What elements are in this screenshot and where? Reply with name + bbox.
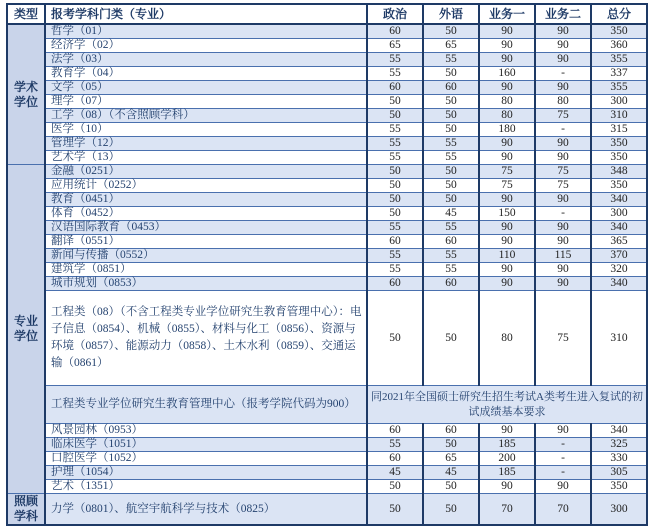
score-cell: 50 bbox=[423, 109, 479, 123]
score-cell: 90 bbox=[535, 193, 591, 207]
score-cell: - bbox=[535, 123, 591, 137]
subject-cell: 教育（0451） bbox=[45, 193, 367, 207]
score-cell: 90 bbox=[479, 39, 535, 53]
score-cell: 60 bbox=[367, 277, 423, 291]
score-cell: 80 bbox=[479, 109, 535, 123]
score-cell: - bbox=[535, 67, 591, 81]
subject-cell: 法学（03） bbox=[45, 53, 367, 67]
score-cell: 355 bbox=[591, 53, 647, 67]
subject-cell: 应用统计（0252） bbox=[45, 179, 367, 193]
subject-cell: 建筑学（0851） bbox=[45, 263, 367, 277]
table-row bbox=[7, 235, 647, 249]
score-cell: 60 bbox=[367, 235, 423, 249]
score-cell: 350 bbox=[591, 151, 647, 165]
subject-cell: 新闻与传播（0552） bbox=[45, 249, 367, 263]
table-row bbox=[7, 277, 647, 291]
score-cell: 320 bbox=[591, 263, 647, 277]
score-cell: 90 bbox=[535, 221, 591, 235]
table-row bbox=[7, 95, 647, 109]
score-table bbox=[6, 3, 648, 526]
score-cell: 355 bbox=[591, 81, 647, 95]
score-cell: 60 bbox=[367, 424, 423, 438]
score-cell: 45 bbox=[423, 466, 479, 480]
score-cell: 50 bbox=[367, 193, 423, 207]
subject-cell: 工学（08）（不含照顾学科） bbox=[45, 109, 367, 123]
column-header-total: 总分 bbox=[591, 4, 647, 24]
score-cell: 55 bbox=[423, 263, 479, 277]
score-cell: 50 bbox=[367, 179, 423, 193]
score-cell: 80 bbox=[535, 95, 591, 109]
score-cell: 50 bbox=[367, 291, 423, 386]
score-cell: - bbox=[535, 466, 591, 480]
score-cell: 90 bbox=[479, 235, 535, 249]
table-row bbox=[7, 123, 647, 137]
score-cell: 110 bbox=[479, 249, 535, 263]
score-cell: 90 bbox=[535, 137, 591, 151]
table-row bbox=[7, 137, 647, 151]
score-cell: 350 bbox=[591, 480, 647, 494]
score-cell: 55 bbox=[367, 438, 423, 452]
table-row bbox=[7, 249, 647, 263]
score-cell: 50 bbox=[423, 165, 479, 179]
score-cell: 75 bbox=[535, 109, 591, 123]
score-cell: 50 bbox=[367, 165, 423, 179]
score-cell: 50 bbox=[367, 480, 423, 494]
subject-cell: 医学（10） bbox=[45, 123, 367, 137]
table-body bbox=[7, 24, 647, 525]
score-cell: 55 bbox=[423, 221, 479, 235]
score-cell: 55 bbox=[423, 53, 479, 67]
score-cell: 50 bbox=[423, 179, 479, 193]
score-cell: 90 bbox=[535, 424, 591, 438]
score-cell: 60 bbox=[367, 81, 423, 95]
score-cell: 50 bbox=[367, 109, 423, 123]
subject-cell: 艺术学（13） bbox=[45, 151, 367, 165]
table-row bbox=[7, 291, 647, 386]
score-cell: 185 bbox=[479, 466, 535, 480]
type-group-special-care: 照顾 学科 bbox=[7, 494, 45, 526]
score-cell: 50 bbox=[423, 193, 479, 207]
score-cell: 90 bbox=[535, 277, 591, 291]
subject-cell: 翻译（0551） bbox=[45, 235, 367, 249]
subject-cell: 临床医学（1051） bbox=[45, 438, 367, 452]
subject-cell: 经济学（02） bbox=[45, 39, 367, 53]
table-row bbox=[7, 263, 647, 277]
score-cell: 350 bbox=[591, 179, 647, 193]
score-cell: 65 bbox=[367, 39, 423, 53]
score-cell: 50 bbox=[367, 494, 423, 526]
score-cell: 55 bbox=[367, 263, 423, 277]
score-cell: 350 bbox=[591, 137, 647, 151]
score-cell: 90 bbox=[479, 277, 535, 291]
score-cell: 90 bbox=[535, 53, 591, 67]
score-cell: 315 bbox=[591, 123, 647, 137]
score-cell: 340 bbox=[591, 277, 647, 291]
table-row bbox=[7, 494, 647, 526]
subject-cell: 体育（0452） bbox=[45, 207, 367, 221]
score-cell: 180 bbox=[479, 123, 535, 137]
score-cell: 50 bbox=[423, 123, 479, 137]
table-row bbox=[7, 424, 647, 438]
score-cell: 90 bbox=[479, 263, 535, 277]
table-row bbox=[7, 67, 647, 81]
header-row bbox=[7, 4, 647, 24]
score-cell: 55 bbox=[367, 151, 423, 165]
subject-cell: 工程类专业学位研究生教育管理中心（报考学院代码为900） bbox=[45, 386, 367, 424]
score-cell: 50 bbox=[423, 494, 479, 526]
score-cell: 310 bbox=[591, 291, 647, 386]
table-row bbox=[7, 207, 647, 221]
table-row bbox=[7, 179, 647, 193]
score-cell: 65 bbox=[423, 39, 479, 53]
score-cell: 45 bbox=[367, 466, 423, 480]
score-cell: 340 bbox=[591, 193, 647, 207]
score-cell: 55 bbox=[367, 221, 423, 235]
score-cell: - bbox=[535, 452, 591, 466]
type-group-professional: 专业 学位 bbox=[7, 165, 45, 494]
column-header-business-2: 业务二 bbox=[535, 4, 591, 24]
score-cell: 340 bbox=[591, 424, 647, 438]
table-row bbox=[7, 480, 647, 494]
score-cell: 50 bbox=[367, 207, 423, 221]
score-cell: 55 bbox=[423, 151, 479, 165]
subject-cell: 工程类（08）（不含工程类专业学位研究生教育管理中心）：电子信息（0854）、机械（0855）、材料与化工（0856）、资源与环境（0857）、能源动力（0858）、土木水利（0859）、交通运输（0861） bbox=[45, 291, 367, 386]
score-cell: 60 bbox=[423, 81, 479, 95]
table-row bbox=[7, 466, 647, 480]
column-header-subject: 报考学科门类（专业） bbox=[45, 4, 367, 24]
score-cell: 185 bbox=[479, 438, 535, 452]
table-row bbox=[7, 81, 647, 95]
score-cell: 70 bbox=[535, 494, 591, 526]
score-cell: 350 bbox=[591, 24, 647, 39]
score-cell: 75 bbox=[535, 165, 591, 179]
subject-cell: 金融（0251） bbox=[45, 165, 367, 179]
table-row bbox=[7, 221, 647, 235]
score-cell: 90 bbox=[535, 151, 591, 165]
score-cell: 50 bbox=[423, 95, 479, 109]
subject-cell: 管理学（12） bbox=[45, 137, 367, 151]
subject-cell: 力学（0801）、航空宇航科学与技术（0825） bbox=[45, 494, 367, 526]
subject-cell: 城市规划（0853） bbox=[45, 277, 367, 291]
score-cell: 300 bbox=[591, 494, 647, 526]
score-cell: 300 bbox=[591, 95, 647, 109]
table-row bbox=[7, 386, 647, 424]
score-cell: 55 bbox=[367, 67, 423, 81]
type-group-academic: 学术 学位 bbox=[7, 24, 45, 165]
score-cell: - bbox=[535, 438, 591, 452]
score-cell: 90 bbox=[535, 39, 591, 53]
subject-cell: 文学（05） bbox=[45, 81, 367, 95]
subject-cell: 风景园林（0953） bbox=[45, 424, 367, 438]
score-cell: 70 bbox=[479, 494, 535, 526]
score-cell: 60 bbox=[367, 24, 423, 39]
table-row bbox=[7, 109, 647, 123]
table-row bbox=[7, 53, 647, 67]
score-cell: 50 bbox=[423, 291, 479, 386]
score-cell: 50 bbox=[423, 67, 479, 81]
score-cell: 90 bbox=[535, 81, 591, 95]
score-cell: 90 bbox=[479, 151, 535, 165]
subject-cell: 汉语国际教育（0453） bbox=[45, 221, 367, 235]
score-cell: 60 bbox=[423, 235, 479, 249]
score-cell: 305 bbox=[591, 466, 647, 480]
score-cell: 75 bbox=[535, 291, 591, 386]
column-header-business-1: 业务一 bbox=[479, 4, 535, 24]
score-cell: 337 bbox=[591, 67, 647, 81]
subject-cell: 口腔医学（1052） bbox=[45, 452, 367, 466]
score-cell: 90 bbox=[535, 235, 591, 249]
score-cell: 370 bbox=[591, 249, 647, 263]
table-row bbox=[7, 165, 647, 179]
score-cell: 55 bbox=[367, 249, 423, 263]
score-cell: 55 bbox=[367, 123, 423, 137]
score-cell: 330 bbox=[591, 452, 647, 466]
table-row bbox=[7, 438, 647, 452]
score-cell: 90 bbox=[479, 193, 535, 207]
score-cell: 60 bbox=[367, 452, 423, 466]
score-cell: 90 bbox=[479, 53, 535, 67]
merged-note-cell: 同2021年全国硕士研究生招生考试A类考生进入复试的初试成绩基本要求 bbox=[367, 386, 647, 424]
score-cell: 90 bbox=[535, 263, 591, 277]
score-cell: 90 bbox=[479, 24, 535, 39]
score-cell: 50 bbox=[423, 480, 479, 494]
score-cell: 60 bbox=[423, 277, 479, 291]
score-cell: 55 bbox=[423, 249, 479, 263]
column-header-type: 类型 bbox=[7, 4, 45, 24]
table-row bbox=[7, 452, 647, 466]
score-cell: 90 bbox=[479, 221, 535, 235]
score-cell: 340 bbox=[591, 221, 647, 235]
score-cell: 75 bbox=[479, 179, 535, 193]
score-cell: 55 bbox=[367, 53, 423, 67]
subject-cell: 理学（07） bbox=[45, 95, 367, 109]
score-cell: 60 bbox=[423, 424, 479, 438]
score-cell: 55 bbox=[367, 137, 423, 151]
score-cell: 115 bbox=[535, 249, 591, 263]
table-row bbox=[7, 39, 647, 53]
subject-cell: 艺术（1351） bbox=[45, 480, 367, 494]
score-cell: 348 bbox=[591, 165, 647, 179]
column-header-politics: 政治 bbox=[367, 4, 423, 24]
score-cell: - bbox=[535, 207, 591, 221]
score-cell: 75 bbox=[535, 179, 591, 193]
table-row bbox=[7, 193, 647, 207]
column-header-foreign-language: 外语 bbox=[423, 4, 479, 24]
table-row bbox=[7, 24, 647, 39]
score-cell: 55 bbox=[423, 137, 479, 151]
score-cell: 90 bbox=[479, 424, 535, 438]
score-cell: 325 bbox=[591, 438, 647, 452]
score-cell: 360 bbox=[591, 39, 647, 53]
score-cell: 300 bbox=[591, 207, 647, 221]
score-cell: 65 bbox=[423, 452, 479, 466]
table-row bbox=[7, 151, 647, 165]
score-cell: 80 bbox=[479, 291, 535, 386]
score-cell: 90 bbox=[535, 480, 591, 494]
score-cell: 90 bbox=[479, 137, 535, 151]
score-cell: 365 bbox=[591, 235, 647, 249]
score-cell: 90 bbox=[479, 480, 535, 494]
score-cell: 90 bbox=[535, 24, 591, 39]
score-cell: 45 bbox=[423, 207, 479, 221]
subject-cell: 护理（1054） bbox=[45, 466, 367, 480]
score-cell: 90 bbox=[479, 81, 535, 95]
score-cell: 80 bbox=[479, 95, 535, 109]
subject-cell: 哲学（01） bbox=[45, 24, 367, 39]
score-cell: 50 bbox=[423, 438, 479, 452]
score-cell: 50 bbox=[367, 95, 423, 109]
score-cell: 160 bbox=[479, 67, 535, 81]
score-cell: 75 bbox=[479, 165, 535, 179]
score-cell: 150 bbox=[479, 207, 535, 221]
subject-cell: 教育学（04） bbox=[45, 67, 367, 81]
score-cell: 50 bbox=[423, 24, 479, 39]
score-cell: 310 bbox=[591, 109, 647, 123]
score-cell: 200 bbox=[479, 452, 535, 466]
